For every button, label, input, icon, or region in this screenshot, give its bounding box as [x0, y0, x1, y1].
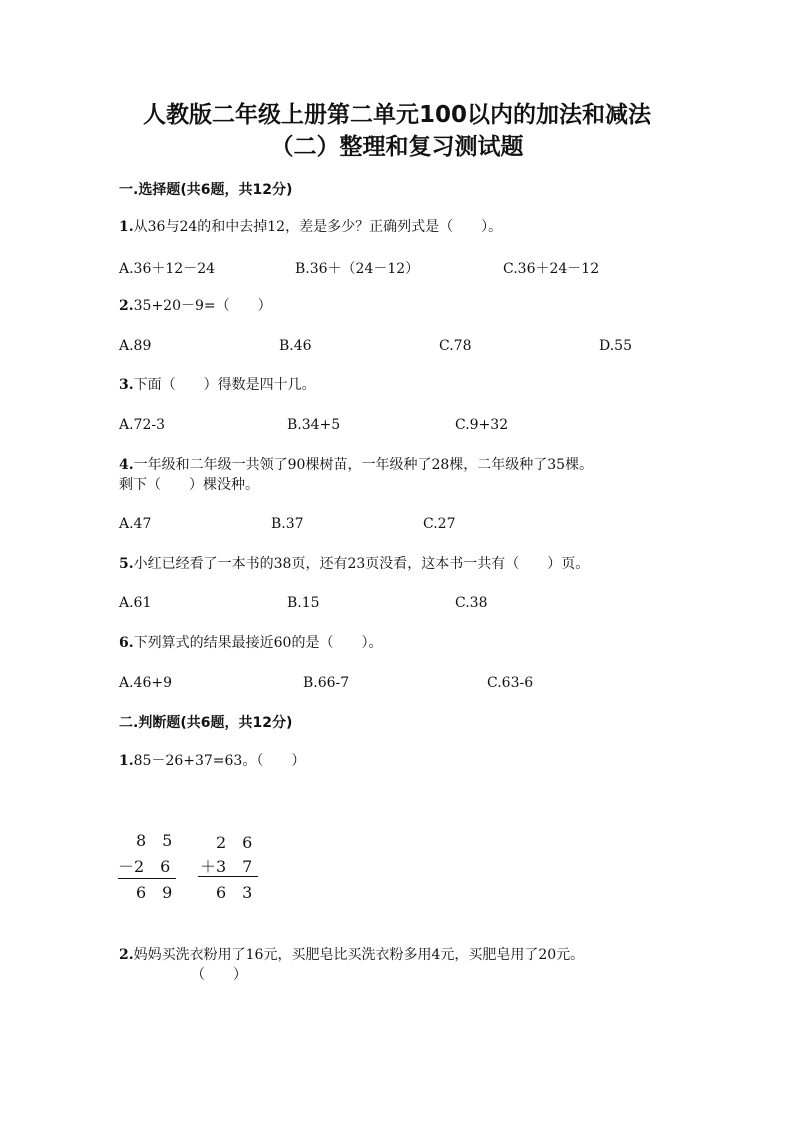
option-a: A.46+9: [119, 675, 173, 691]
option-d: D.55: [599, 338, 632, 354]
option-c: C.9+32: [455, 417, 509, 433]
question-number: 2.: [119, 947, 134, 963]
judgment-question-2: [119, 944, 584, 966]
question-number: 6.: [119, 635, 134, 651]
question-text: 下列算式的结果最接近60的是（ ）。: [133, 635, 383, 651]
page-subtitle: （二）整理和复习测试题: [270, 134, 524, 160]
option-a: A.47: [119, 516, 152, 532]
question-text: 妈妈买洗衣粉用了16元，买肥皂比买洗衣粉多用4元，买肥皂用了20元。: [133, 947, 585, 963]
question-text: 85－26+37=63。（ ）: [133, 753, 306, 769]
option-b: B.66-7: [303, 675, 350, 691]
question-number: 4.: [119, 457, 134, 473]
calc-result: 6 3: [216, 883, 253, 902]
option-a: A.61: [119, 595, 152, 611]
question-4-continued: 剩下（ ）棵没种。: [119, 477, 259, 493]
question-text: 从36与24的和中去掉12，差是多少？正确列式是（ ）。: [133, 219, 503, 235]
option-a: A.72-3: [119, 417, 166, 433]
calc-result: 6 9: [136, 883, 173, 902]
question-3: [119, 374, 316, 396]
calc-divider-line: [198, 876, 258, 877]
question-text: 35+20－9=（ ）: [133, 298, 272, 314]
option-c: C.27: [423, 516, 456, 532]
option-b: B.37: [271, 516, 304, 532]
question-number: 3.: [119, 377, 134, 393]
question-text: 小红已经看了一本书的38页，还有23页没看，这本书一共有（ ）页。: [133, 556, 590, 572]
question-text: 一年级和二年级一共领了90棵树苗，一年级种了28棵，二年级种了35棵。: [133, 457, 594, 473]
calc-top-number: 2 6: [216, 833, 253, 852]
option-c: C.36＋24－12: [503, 261, 600, 277]
option-b: B.34+5: [287, 417, 341, 433]
option-b: B.15: [287, 595, 320, 611]
question-6: [119, 632, 382, 654]
question-text: 下面（ ）得数是四十几。: [133, 377, 316, 393]
section-heading-judgment: 二.判断题(共6题，共12分): [119, 715, 293, 731]
question-4: [119, 454, 593, 476]
calc-divider-line: [118, 878, 176, 879]
judgment-question-1: [119, 750, 305, 772]
page-title: 人教版二年级上册第二单元100以内的加法和减法: [142, 102, 651, 128]
vertical-calc-subtraction: [118, 828, 178, 908]
option-a: A.89: [119, 338, 152, 354]
section-heading-choice: 一.选择题(共6题，共12分): [119, 182, 293, 198]
vertical-calc-addition: [198, 830, 260, 910]
option-a: A.36＋12－24: [119, 261, 216, 277]
option-b: B.46: [279, 338, 312, 354]
calc-operand: ＋3 7: [200, 857, 253, 876]
option-c: C.38: [455, 595, 488, 611]
calc-top-number: 8 5: [136, 831, 173, 850]
option-c: C.78: [439, 338, 472, 354]
question-number: 5.: [119, 556, 134, 572]
question-number: 1.: [119, 219, 134, 235]
calc-operand: －2 6: [118, 857, 171, 876]
question-1: [119, 216, 502, 238]
question-5: [119, 553, 589, 575]
option-b: B.36＋（24－12）: [295, 261, 420, 277]
question-number: 1.: [119, 753, 134, 769]
option-c: C.63-6: [487, 675, 534, 691]
question-2: [119, 295, 272, 317]
answer-blank: （ ）: [191, 967, 247, 983]
question-number: 2.: [119, 298, 134, 314]
